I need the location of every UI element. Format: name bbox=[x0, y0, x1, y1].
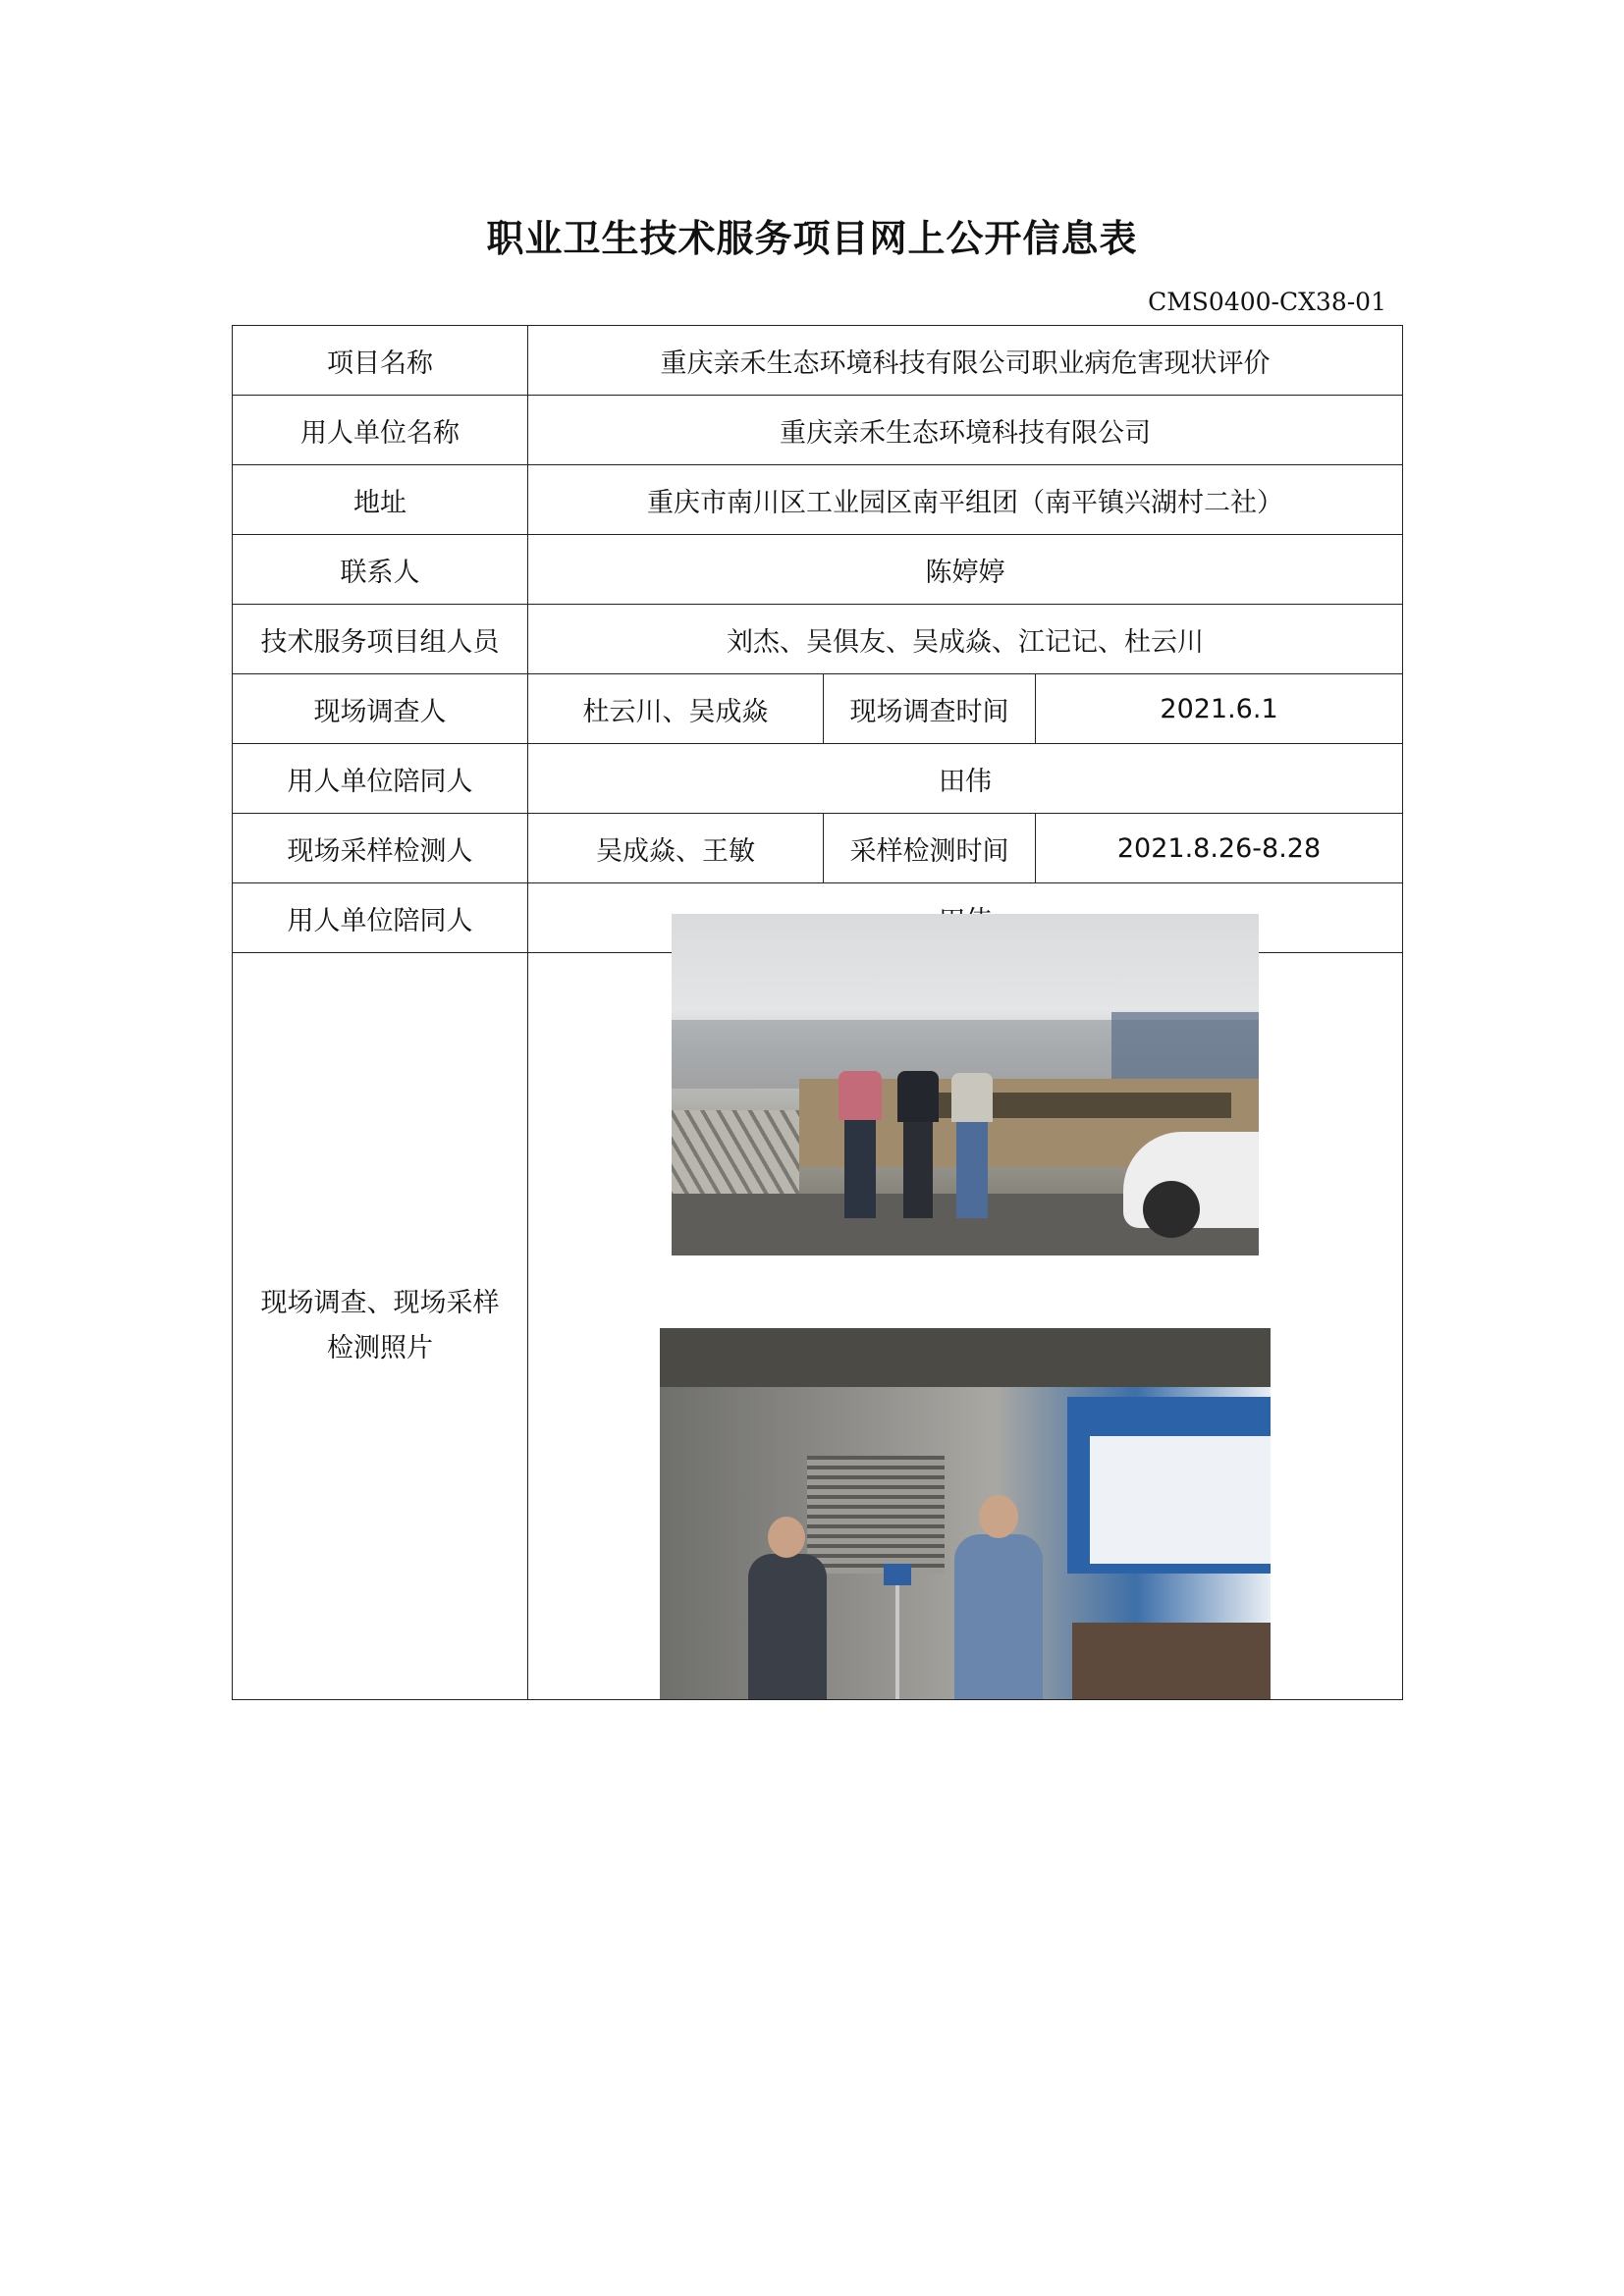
row-team-members bbox=[233, 605, 1403, 674]
row-photos bbox=[233, 953, 1403, 1700]
label-site-survey: 现场调查人 bbox=[233, 674, 528, 744]
label-accompany-2: 用人单位陪同人 bbox=[233, 883, 528, 953]
value-contact: 陈婷婷 bbox=[528, 535, 1403, 605]
value-site-survey-time: 2021.6.1 bbox=[1036, 674, 1403, 744]
label-team-members: 技术服务项目组人员 bbox=[233, 605, 528, 674]
label-project-name: 项目名称 bbox=[233, 326, 528, 396]
label-contact: 联系人 bbox=[233, 535, 528, 605]
row-accompany-1 bbox=[233, 744, 1403, 814]
value-address: 重庆市南川区工业园区南平组团（南平镇兴湖村二社） bbox=[528, 465, 1403, 535]
label-photos-line2: 检测照片 bbox=[327, 1333, 433, 1363]
label-sampling: 现场采样检测人 bbox=[233, 814, 528, 883]
row-site-survey bbox=[233, 674, 1403, 744]
label-photos bbox=[233, 953, 528, 1700]
value-employer-name: 重庆亲禾生态环境科技有限公司 bbox=[528, 396, 1403, 465]
value-project-name: 重庆亲禾生态环境科技有限公司职业病危害现状评价 bbox=[528, 326, 1403, 396]
row-employer-name bbox=[233, 396, 1403, 465]
row-project-name bbox=[233, 326, 1403, 396]
value-site-survey: 杜云川、吴成焱 bbox=[528, 674, 824, 744]
document-code: CMS0400-CX38-01 bbox=[1148, 288, 1386, 316]
info-table bbox=[232, 325, 1403, 1700]
label-photos-line1: 现场调查、现场采样 bbox=[260, 1288, 500, 1318]
photos-cell bbox=[528, 953, 1403, 1700]
label-accompany-1: 用人单位陪同人 bbox=[233, 744, 528, 814]
row-sampling bbox=[233, 814, 1403, 883]
label-sampling-time: 采样检测时间 bbox=[824, 814, 1036, 883]
value-team-members: 刘杰、吴俱友、吴成焱、江记记、杜云川 bbox=[528, 605, 1403, 674]
value-sampling: 吴成焱、王敏 bbox=[528, 814, 824, 883]
row-contact bbox=[233, 535, 1403, 605]
label-site-survey-time: 现场调查时间 bbox=[824, 674, 1036, 744]
document-title: 职业卫生技术服务项目网上公开信息表 bbox=[486, 216, 1138, 260]
label-address: 地址 bbox=[233, 465, 528, 535]
value-accompany-1: 田伟 bbox=[528, 744, 1403, 814]
row-address bbox=[233, 465, 1403, 535]
site-sampling-photo bbox=[660, 1328, 1271, 1699]
value-sampling-time: 2021.8.26-8.28 bbox=[1036, 814, 1403, 883]
site-survey-photo bbox=[672, 914, 1259, 1255]
label-employer-name: 用人单位名称 bbox=[233, 396, 528, 465]
